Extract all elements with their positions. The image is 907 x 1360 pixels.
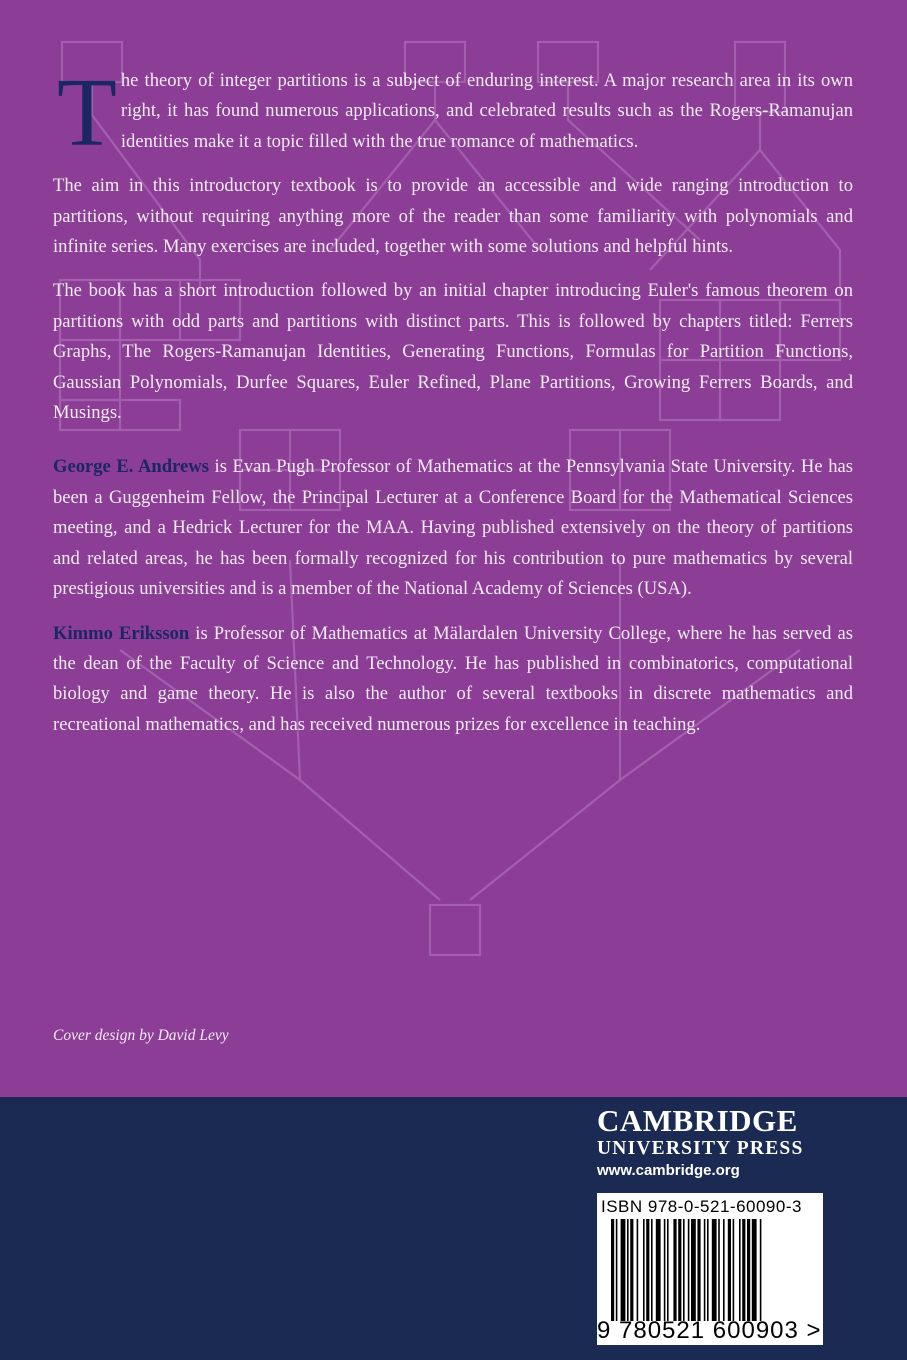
barcode-bar: [747, 1219, 750, 1321]
barcode-bar: [742, 1219, 745, 1321]
blurb-paragraph-2: The aim in this introductory textbook is to provide an accessible and wide ranging introduction to partitions, without requiring anything more of the reader than some familiarity with polynomials and infinite series. Many exercises are included, together with some solutions and helpful hints.: [53, 175, 853, 258]
publisher-subtitle: UNIVERSITY PRESS: [597, 1138, 804, 1159]
barcode-bar: [723, 1219, 725, 1321]
barcode-bar: [637, 1219, 639, 1321]
blurb-paragraph-3: The book has a short introduction followed by an initial chapter introducing Euler's famous theorem on partitions with odd parts and partitions with distinct parts. This is followed by chapters titled: Ferrers Graphs, The Rogers-Ramanujan Identities, Generating Functions, Formulas for Partition Functions, Gaussian Polynomials, Durfee Squares, Euler Refined, Plane Partitions, Growing Ferrers Boards, and Musings.: [53, 280, 853, 424]
barcode-bar: [664, 1219, 666, 1321]
barcode-bar: [643, 1219, 645, 1321]
barcode-bar: [707, 1219, 709, 1321]
barcode-bar: [739, 1219, 741, 1321]
barcode-bar: [704, 1219, 706, 1321]
barcode-bar: [651, 1219, 653, 1321]
publisher-name: CAMBRIDGE: [597, 1103, 798, 1138]
publisher-url: www.cambridge.org: [597, 1162, 740, 1179]
barcode-bar: [667, 1219, 669, 1321]
barcode-bar: [683, 1219, 685, 1321]
barcode-bar: [656, 1219, 661, 1321]
barcode-bar: [616, 1219, 618, 1321]
drop-cap: T: [57, 59, 117, 167]
author-bio-text: is Evan Pugh Professor of Mathematics at the Pennsylvania State University. He has been a Guggenheim Fellow, the Principal Lecturer at a Conference Board for the Mathematical Sciences meeting, and a Hedrick Lecturer for the MAA. Having published extensively on the theory of partitions and related areas, he has been formally recognized for his contribution to pure mathematics by several prestigious universities and is a member of the National Academy of Sciences (USA).: [53, 456, 853, 600]
barcode-bar: [752, 1219, 757, 1321]
barcode-bar: [712, 1219, 717, 1321]
barcode-bar: [691, 1219, 696, 1321]
barcode-bar: [678, 1219, 681, 1321]
publisher-logo: [597, 1104, 804, 1182]
barcode-bar: [611, 1219, 614, 1321]
cover-design-credit: Cover design by David Levy: [53, 1027, 229, 1044]
barcode-bar: [697, 1219, 700, 1321]
barcode-bar: [733, 1219, 735, 1321]
author-bio-andrews: [53, 452, 853, 604]
isbn-barcode: [597, 1193, 823, 1345]
barcode-bar: [673, 1219, 676, 1321]
blurb-paragraph-1-text: he theory of integer partitions is a subject of enduring interest. A major research area in its own right, it has found numerous applications, and celebrated results such as the Rogers-Ramanujan identities make it a topic filled with the true romance of mathematics.: [120, 70, 853, 152]
barcode-bar: [760, 1219, 762, 1321]
barcode-bar: [718, 1219, 720, 1321]
barcode-bar: [630, 1219, 633, 1321]
blurb-paragraph-1: [53, 59, 853, 167]
barcode-bars: [611, 1219, 811, 1321]
barcode-bar: [688, 1219, 690, 1321]
author-bio-text: is Professor of Mathematics at Mälardalen University College, where he has served as the dean of the Faculty of Science and Technology. He has published in combinatorics, computational biology and game theory. He is also the author of several textbooks in discrete mathematics and recreational mathematics, and has received numerous prizes for excellence in teaching.: [53, 622, 853, 735]
barcode-bar: [728, 1219, 731, 1321]
isbn-label: ISBN 978-0-521-60090-3: [601, 1197, 802, 1216]
author-name: Kimmo Eriksson: [53, 622, 190, 644]
blurb-text: [53, 59, 853, 754]
ean-digits: 9 780521 600903 >: [597, 1317, 822, 1344]
barcode-bar: [627, 1219, 629, 1321]
author-name: George E. Andrews: [53, 456, 209, 478]
author-bio-eriksson: [53, 619, 853, 741]
barcode-bar: [646, 1219, 649, 1321]
barcode-bar: [621, 1219, 626, 1321]
